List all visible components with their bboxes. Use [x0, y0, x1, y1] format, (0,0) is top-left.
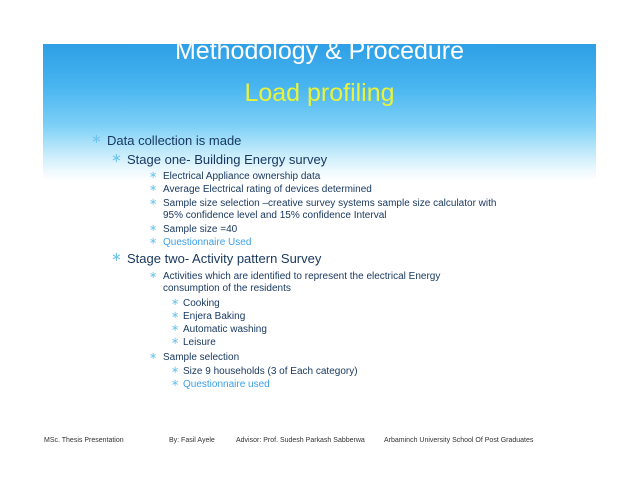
bullet-icon: ∗ — [171, 378, 180, 389]
bullet-icon: ∗ — [149, 170, 158, 181]
bullet-icon: ∗ — [171, 297, 180, 308]
list-item: Leisure — [183, 337, 216, 348]
slide-title: Methodology & Procedure — [174, 37, 465, 65]
list-item: Average Electrical rating of devices determined — [163, 184, 372, 195]
questionnaire-link[interactable]: Questionnaire Used — [163, 237, 252, 248]
slide-subtitle: Load profiling — [244, 79, 395, 107]
questionnaire-link[interactable]: Questionnaire used — [183, 379, 270, 390]
list-item: Data collection is made — [107, 133, 242, 148]
list-item: Sample size selection –creative survey systems sample size calculator with — [163, 198, 497, 209]
bullet-icon: ∗ — [149, 351, 158, 362]
list-item: Cooking — [183, 298, 220, 309]
list-item: Electrical Appliance ownership data — [163, 171, 321, 182]
bullet-icon: ∗ — [111, 250, 122, 265]
list-item: 95% confidence level and 15% confidence Interval — [163, 210, 387, 221]
list-item: Automatic washing — [183, 324, 267, 335]
bullet-icon: ∗ — [149, 270, 158, 281]
list-item: Stage two- Activity pattern Survey — [127, 251, 322, 266]
list-item: consumption of the residents — [163, 283, 291, 294]
list-item: Sample size =40 — [163, 224, 238, 235]
bullet-icon: ∗ — [149, 236, 158, 247]
bullet-icon: ∗ — [149, 197, 158, 208]
footer-school: Arbaminch University School Of Post Graduates — [384, 437, 534, 444]
bullet-icon: ∗ — [171, 336, 180, 347]
list-item: Enjera Baking — [183, 311, 246, 322]
footer-author: By: Fasil Ayele — [169, 437, 215, 444]
bullet-icon: ∗ — [171, 310, 180, 321]
bullet-icon: ∗ — [149, 223, 158, 234]
bullet-icon: ∗ — [171, 323, 180, 334]
bullet-icon: ∗ — [111, 151, 122, 166]
bullet-icon: ∗ — [149, 183, 158, 194]
footer-advisor: Advisor: Prof. Sudesh Parkash Sabberwa — [236, 437, 365, 444]
list-item: Sample selection — [163, 352, 240, 363]
footer-presentation: MSc. Thesis Presentation — [44, 437, 124, 444]
bullet-icon: ∗ — [171, 365, 180, 376]
list-item: Size 9 households (3 of Each category) — [183, 366, 358, 377]
list-item: Activities which are identified to represent the electrical Energy — [163, 271, 441, 282]
bullet-icon: ∗ — [91, 132, 102, 147]
list-item: Stage one- Building Energy survey — [127, 152, 328, 167]
